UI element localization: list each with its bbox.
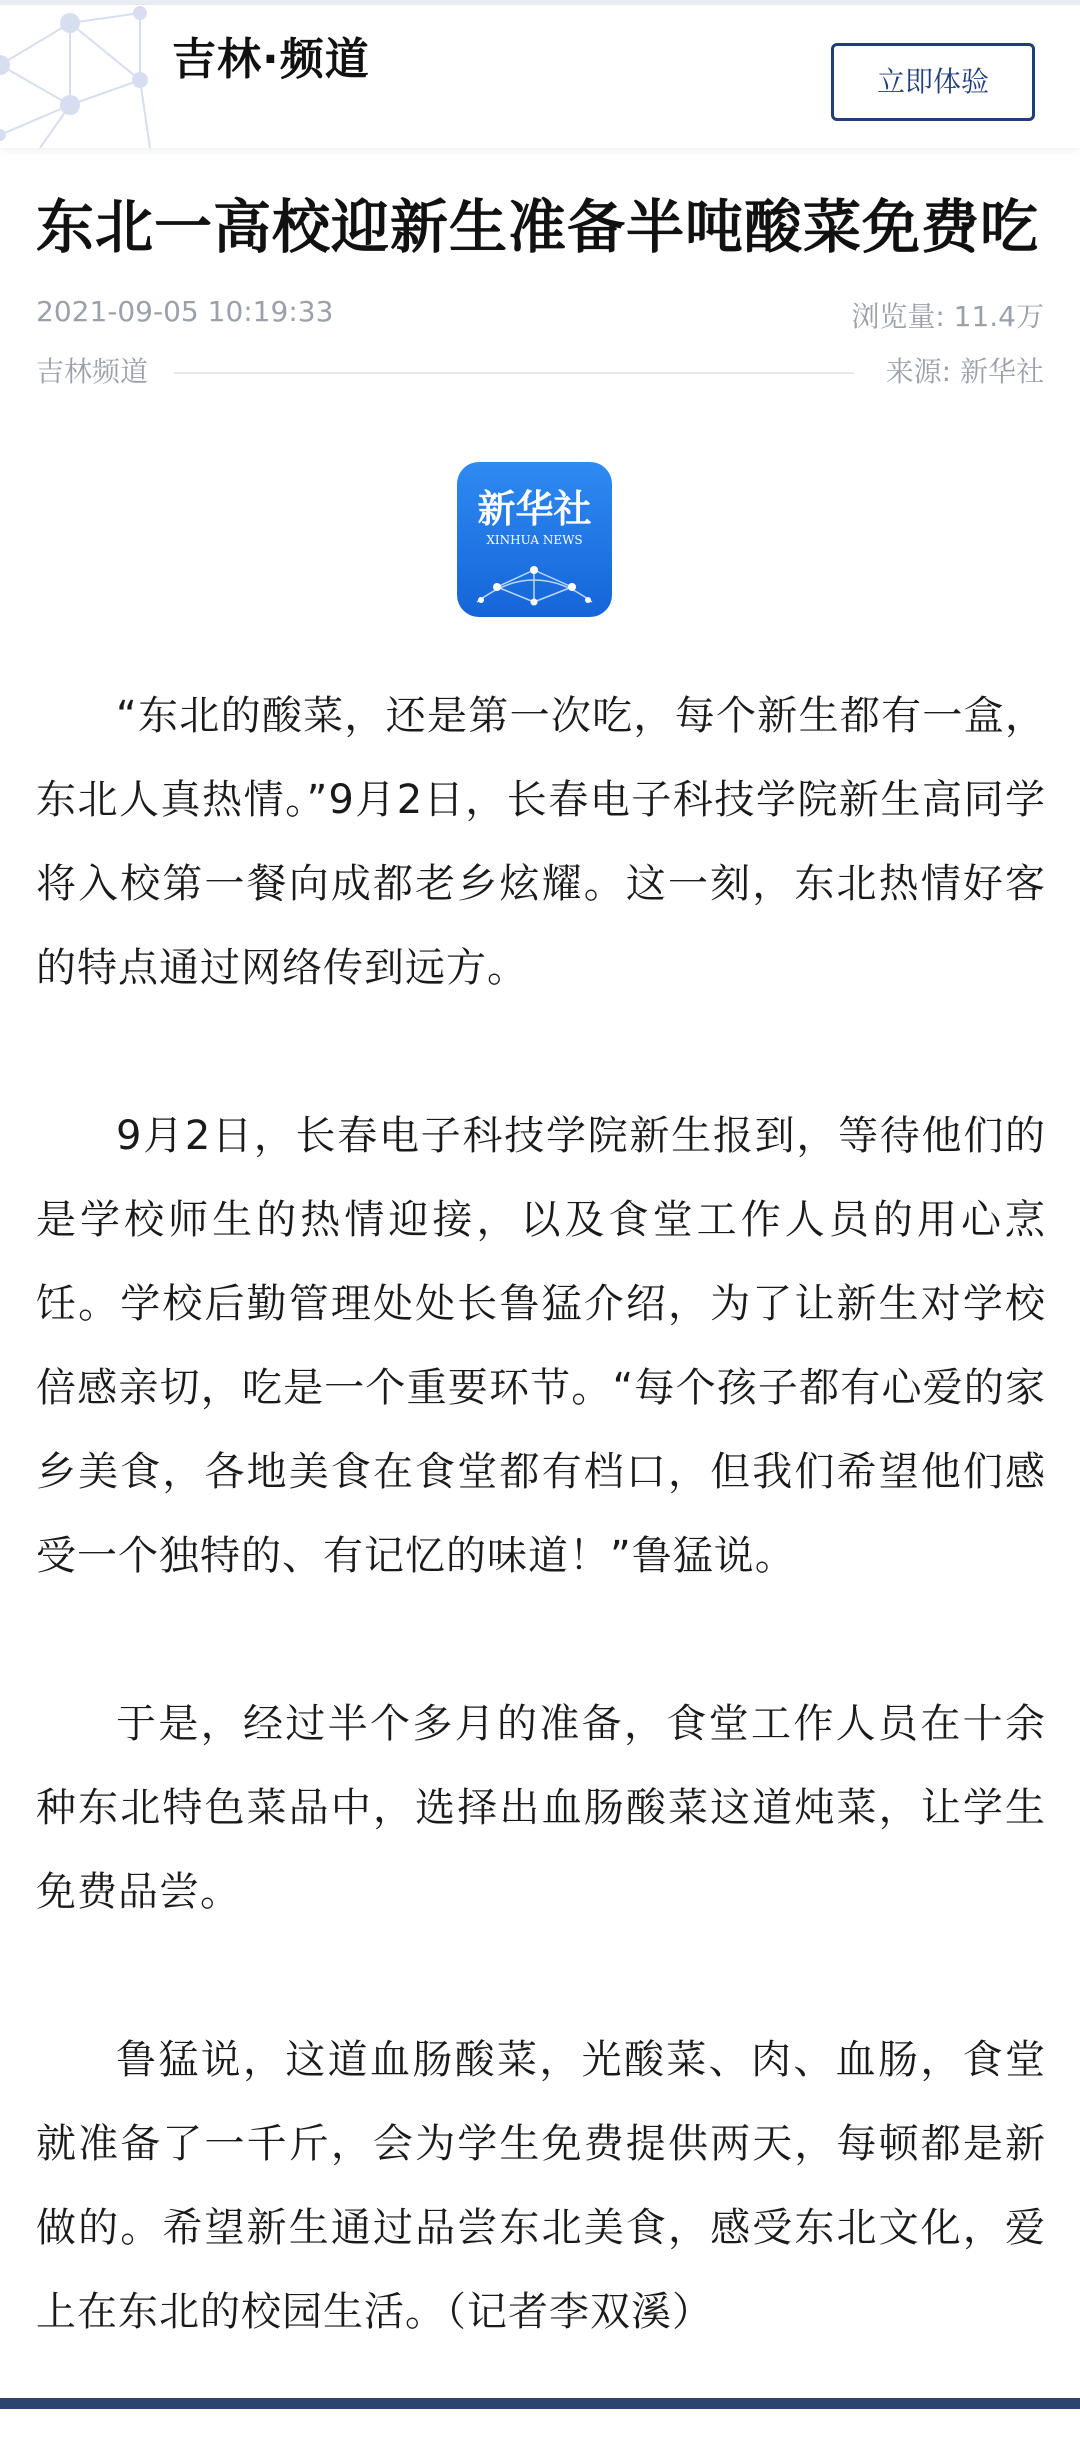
svg-text:XINHUA NEWS: XINHUA NEWS (486, 533, 583, 547)
source-label: 来源: 新华社 (885, 355, 1044, 388)
article-paragraph: 于是，经过半个多月的准备，食堂工作人员在十余种东北特色菜品中，选择出血肠酸菜这道炖菜，让学生免费品尝。 (36, 1701, 1046, 1915)
article-title: 东北一高校迎新生准备半吨酸菜免费吃 (36, 193, 1040, 261)
network-pattern-icon (0, 5, 160, 148)
bottom-bar (0, 2398, 1080, 2409)
article-body (36, 674, 1046, 2438)
article-paragraph: “东北的酸菜，还是第一次吃，每个新生都有一盒，东北人真热情。”9月2日，长春电子科技学院新生高同学将入校第一餐向成都老乡炫耀。这一刻，东北热情好客的特点通过网络传到远方。 (36, 693, 1046, 991)
try-now-button[interactable]: 立即体验 (831, 43, 1035, 121)
channel-link[interactable]: 吉林频道 (36, 355, 149, 388)
article-paragraph: 鲁猛说，这道血肠酸菜，光酸菜、肉、血肠，食堂就准备了一千斤，会为学生免费提供两天，每顿都是新做的。希望新生通过品尝东北美食，感受东北文化，爱上在东北的校园生活。（记者李双溪） (36, 2037, 1046, 2335)
channel-title: 吉林·频道 (172, 34, 370, 85)
app-header (0, 5, 1080, 148)
publish-date: 2021-09-05 10:19:33 (36, 295, 334, 328)
svg-text:新华社: 新华社 (477, 487, 592, 531)
view-count: 浏览量: 11.4万 (851, 300, 1044, 333)
xinhua-news-logo (457, 462, 612, 617)
article-paragraph: 9月2日，长春电子科技学院新生报到，等待他们的是学校师生的热情迎接，以及食堂工作人员的用心烹饪。学校后勤管理处处长鲁猛介绍，为了让新生对学校倍感亲切，吃是一个重要环节。“每个孩子都有心爱的家乡美食，各地美食在食堂都有档口，但我们希望他们感受一个独特的、有记忆的味道！”鲁猛说。 (36, 1113, 1046, 1579)
meta-divider (174, 372, 854, 374)
